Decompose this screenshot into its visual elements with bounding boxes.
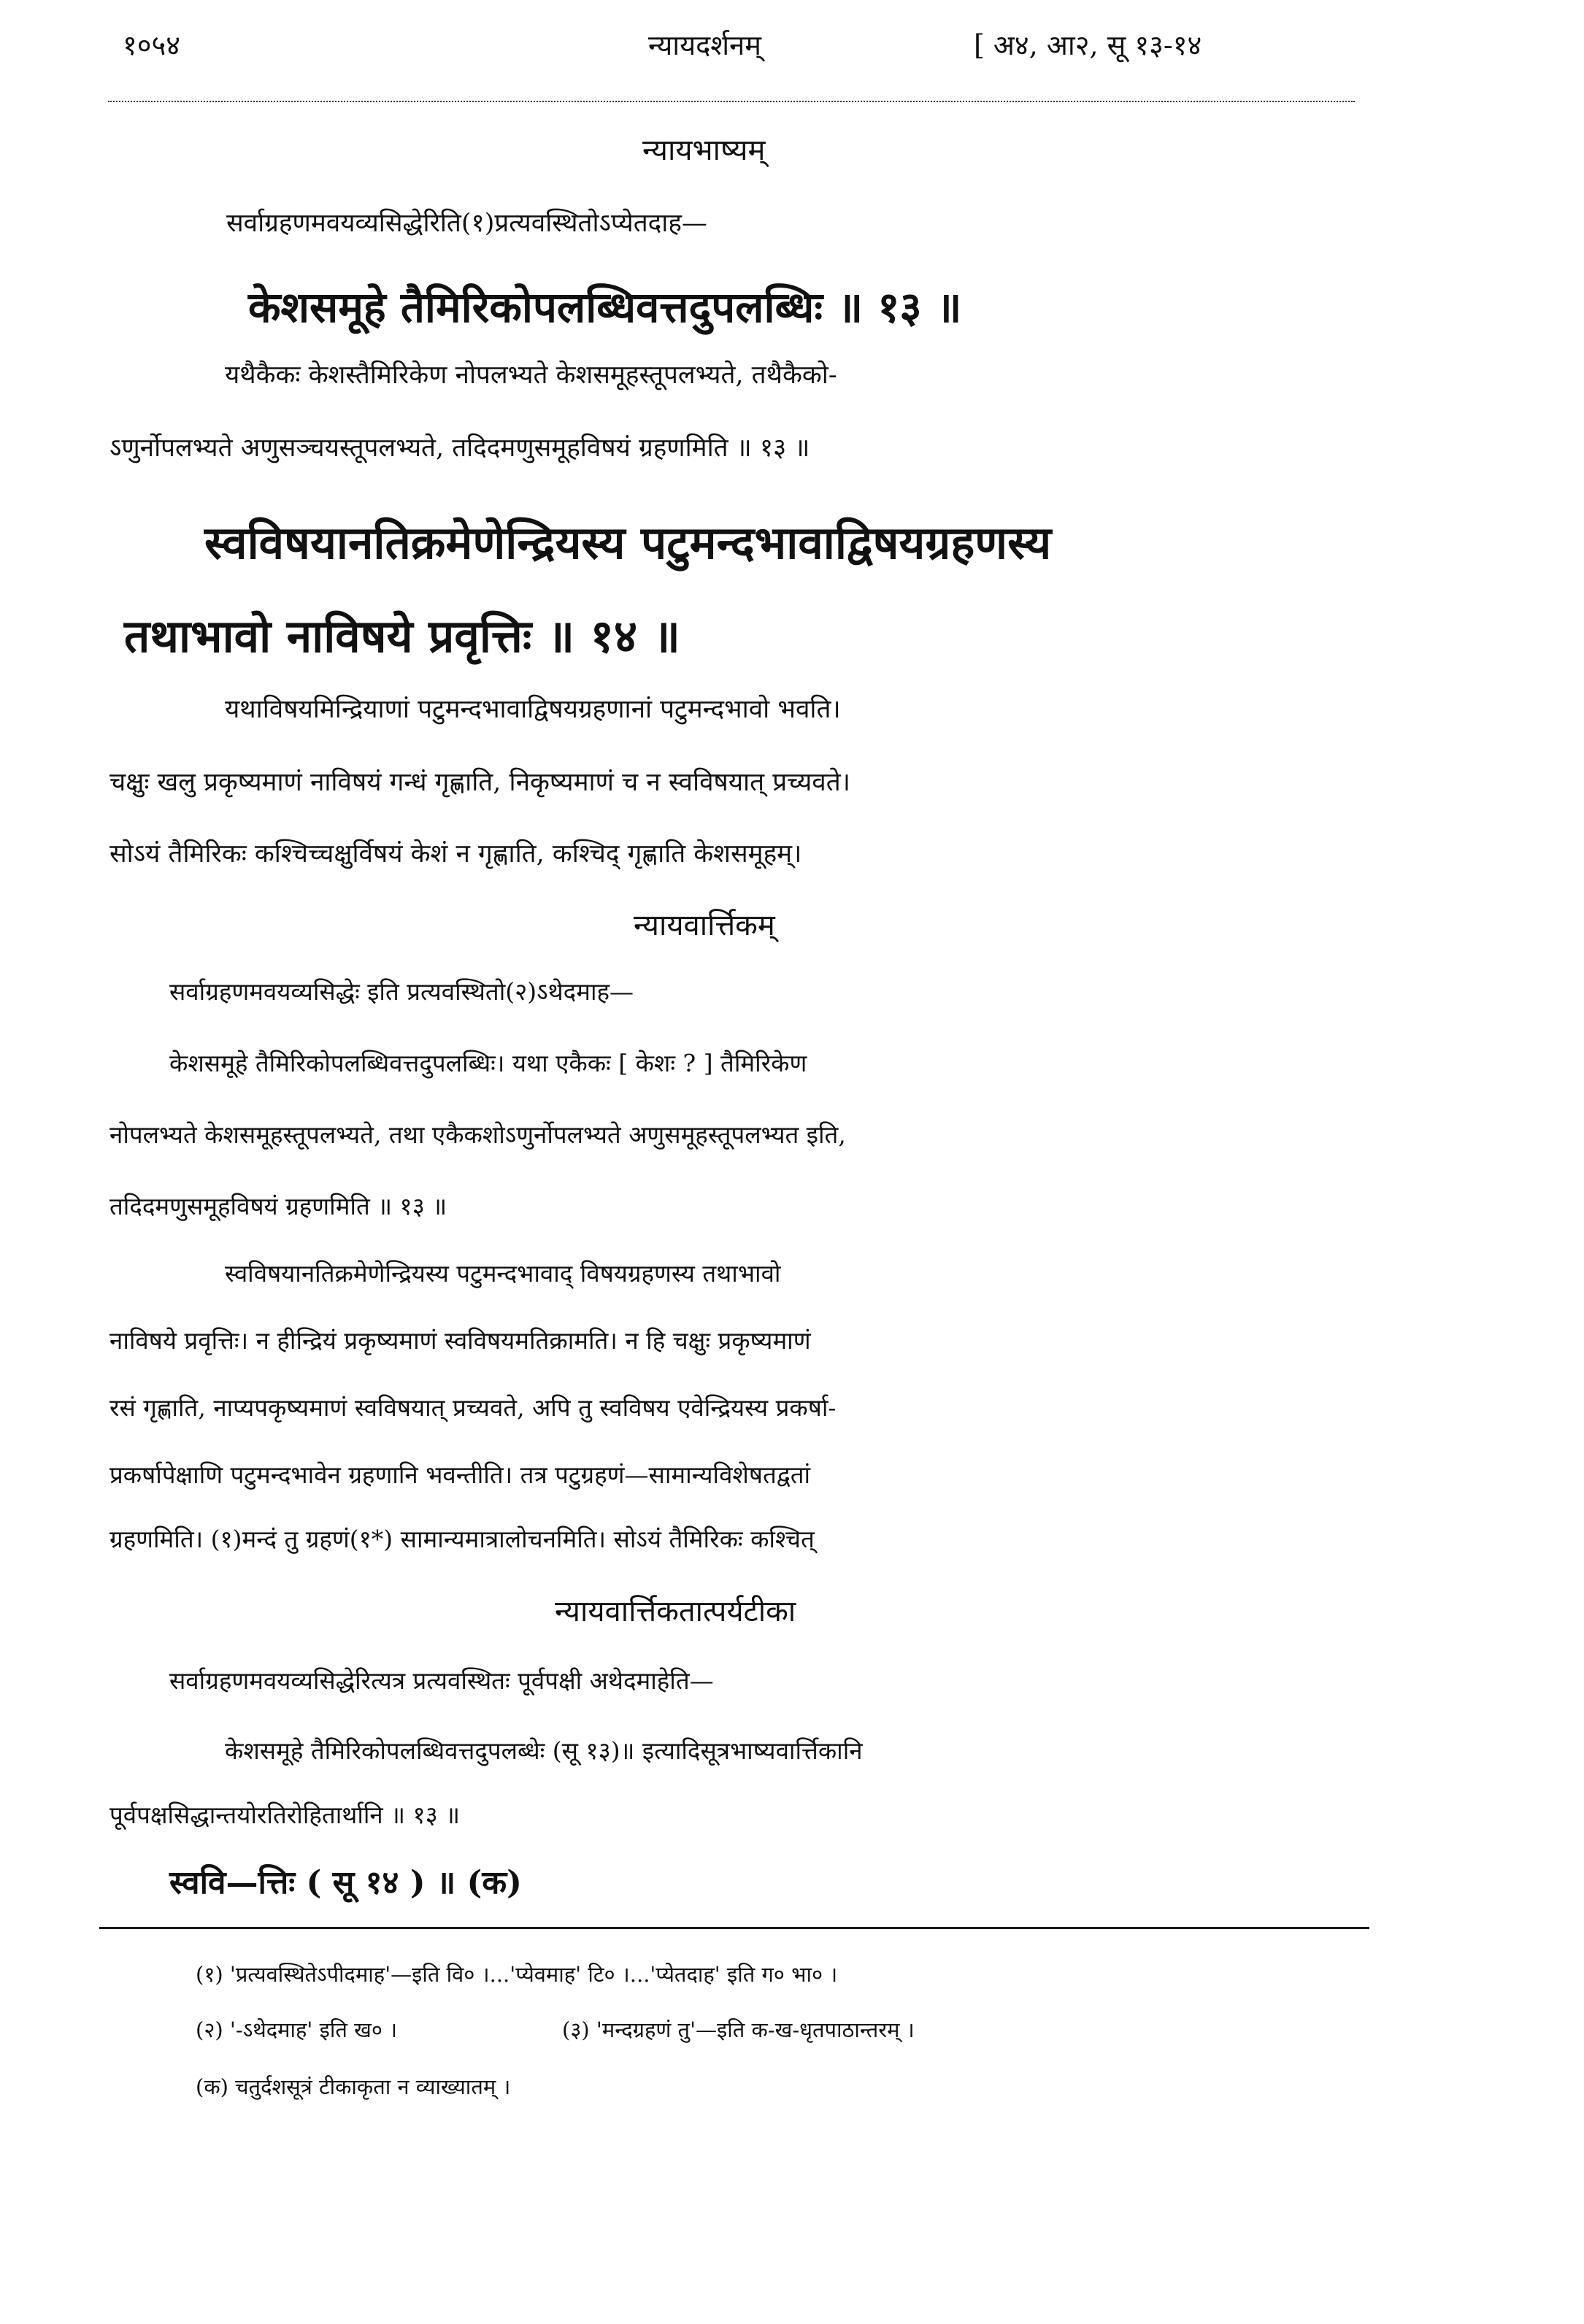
- bhashya-13-line1: यथैकैकः केशस्तैमिरिकेण नोपलभ्यते केशसमूहस्तूपलभ्यते, तथैकैको-: [225, 361, 837, 390]
- vartika-title: न्यायवार्त्तिकम्: [634, 909, 775, 942]
- tika-13-line2: पूर्वपक्षसिद्धान्तयोरतिरोहितार्थानि ॥ १३ ॥: [109, 1801, 461, 1829]
- chapter-reference: [ अ४, आ२, सू १३-१४: [974, 29, 1202, 61]
- vartika-14-line5: ग्रहणमिति। (१)मन्दं तु ग्रहणं(१*) सामान्यमात्रालोचनमिति। सोऽयं तैमिरिकः कश्चित्: [109, 1525, 815, 1553]
- header-rule: [108, 101, 1355, 109]
- vartika-13-line3: तदिदमणुसमूहविषयं ग्रहणमिति ॥ १३ ॥: [109, 1192, 447, 1220]
- tika-13-line1: केशसमूहे तैमिरिकोपलब्धिवत्तदुपलब्धेः (सू १३)॥ इत्यादिसूत्रभाष्यवार्त्तिकानि: [225, 1736, 863, 1765]
- vartika-13-line1: केशसमूहे तैमिरिकोपलब्धिवत्तदुपलब्धिः। यथा एकैकः [ केशः ? ] तैमिरिकेण: [169, 1049, 807, 1077]
- bhashya-intro: सर्वाग्रहणमवयव्यसिद्धेरिति(१)प्रत्यवस्थितोऽप्येतदाह—: [226, 209, 707, 238]
- vartika-14-line3: रसं गृह्णाति, नाप्यपकृष्यमाणं स्वविषयात् प्रच्यवते, अपि तु स्वविषय एवेन्द्रियस्य प्रकर्षा-: [109, 1393, 837, 1422]
- vartika-14-line1: स्वविषयानतिक्रमेणेन्द्रियस्य पटुमन्दभावाद् विषयग्रहणस्य तथाभावो: [225, 1259, 781, 1288]
- sutra-14-line1: स्वविषयानतिक्रमेणेन्द्रियस्य पटुमन्दभावाद्विषयग्रहणस्य: [204, 516, 1052, 569]
- bhashya-14-line3: सोऽयं तैमिरिकः कश्चिच्चक्षुर्विषयं केशं न गृह्णाति, कश्चिद् गृह्णाति केशसमूहम्।: [109, 839, 802, 869]
- tika-14: स्ववि—त्तिः ( सू १४ ) ॥ (क): [169, 1864, 522, 1901]
- tika-title: न्यायवार्त्तिकतात्पर्यटीका: [555, 1595, 796, 1628]
- sutra-14-line2: तथाभावो नाविषये प्रवृत्तिः ॥ १४ ॥: [124, 609, 680, 663]
- vartika-13-line2: नोपलभ्यते केशसमूहस्तूपलभ्यते, तथा एकैकशोऽणुर्नोपलभ्यते अणुसमूहस्तूपलभ्यत इति,: [109, 1120, 846, 1149]
- running-title: न्यायदर्शनम्: [648, 29, 761, 61]
- footnote-2: (२) '-ऽथेदमाह' इति ख० ।: [196, 2017, 398, 2042]
- bhashya-title: न्यायभाष्यम्: [642, 134, 766, 167]
- bhashya-14-line2: चक्षुः खलु प्रकृष्यमाणं नाविषयं गन्धं गृह्णाति, निकृष्यमाणं च न स्वविषयात् प्रच्यवते।: [109, 768, 850, 797]
- footnote-3: (३) 'मन्दग्रहणं तु'—इति क-ख-धृतपाठान्तरम् ।: [562, 2017, 915, 2042]
- bhashya-14-line1: यथाविषयमिन्द्रियाणां पटुमन्दभावाद्विषयग्रहणानां पटुमन्दभावो भवति।: [225, 695, 841, 724]
- vartika-14-line4: प्रकर्षापेक्षाणि पटुमन्दभावेन ग्रहणानि भवन्तीति। तत्र पटुग्रहणं—सामान्यविशेषतद्वतां: [109, 1461, 811, 1489]
- footnote-1: (१) 'प्रत्यवस्थितेऽपीदमाह'—इति वि० ।...'प्येवमाह' टि० ।...'प्येतदाह' इति ग० भा० ।: [196, 1962, 838, 1987]
- sutra-13: केशसमूहे तैमिरिकोपलब्धिवत्तदुपलब्धिः ॥ १३ ॥: [248, 282, 962, 332]
- vartika-14-line2: नाविषये प्रवृत्तिः। न हीन्द्रियं प्रकृष्यमाणं स्वविषयमतिक्रामति। न हि चक्षुः प्रकृष्यमाणं: [109, 1326, 811, 1355]
- bhashya-13-line2: ऽणुर्नोपलभ्यते अणुसञ्चयस्तूपलभ्यते, तदिदमणुसमूहविषयं ग्रहणमिति ॥ १३ ॥: [109, 434, 810, 463]
- footnote-rule: [99, 1927, 1369, 1929]
- footnote-k: (क) चतुर्दशसूत्रं टीकाकृता न व्याख्यातम् ।: [196, 2074, 511, 2099]
- vartika-intro: सर्वाग्रहणमवयव्यसिद्धेः इति प्रत्यवस्थितो(२)ऽथेदमाह—: [169, 977, 634, 1006]
- page-number: १०५४: [123, 29, 181, 61]
- tika-intro: सर्वाग्रहणमवयव्यसिद्धेरित्यत्र प्रत्यवस्थितः पूर्वपक्षी अथेदमाहेति—: [169, 1666, 714, 1695]
